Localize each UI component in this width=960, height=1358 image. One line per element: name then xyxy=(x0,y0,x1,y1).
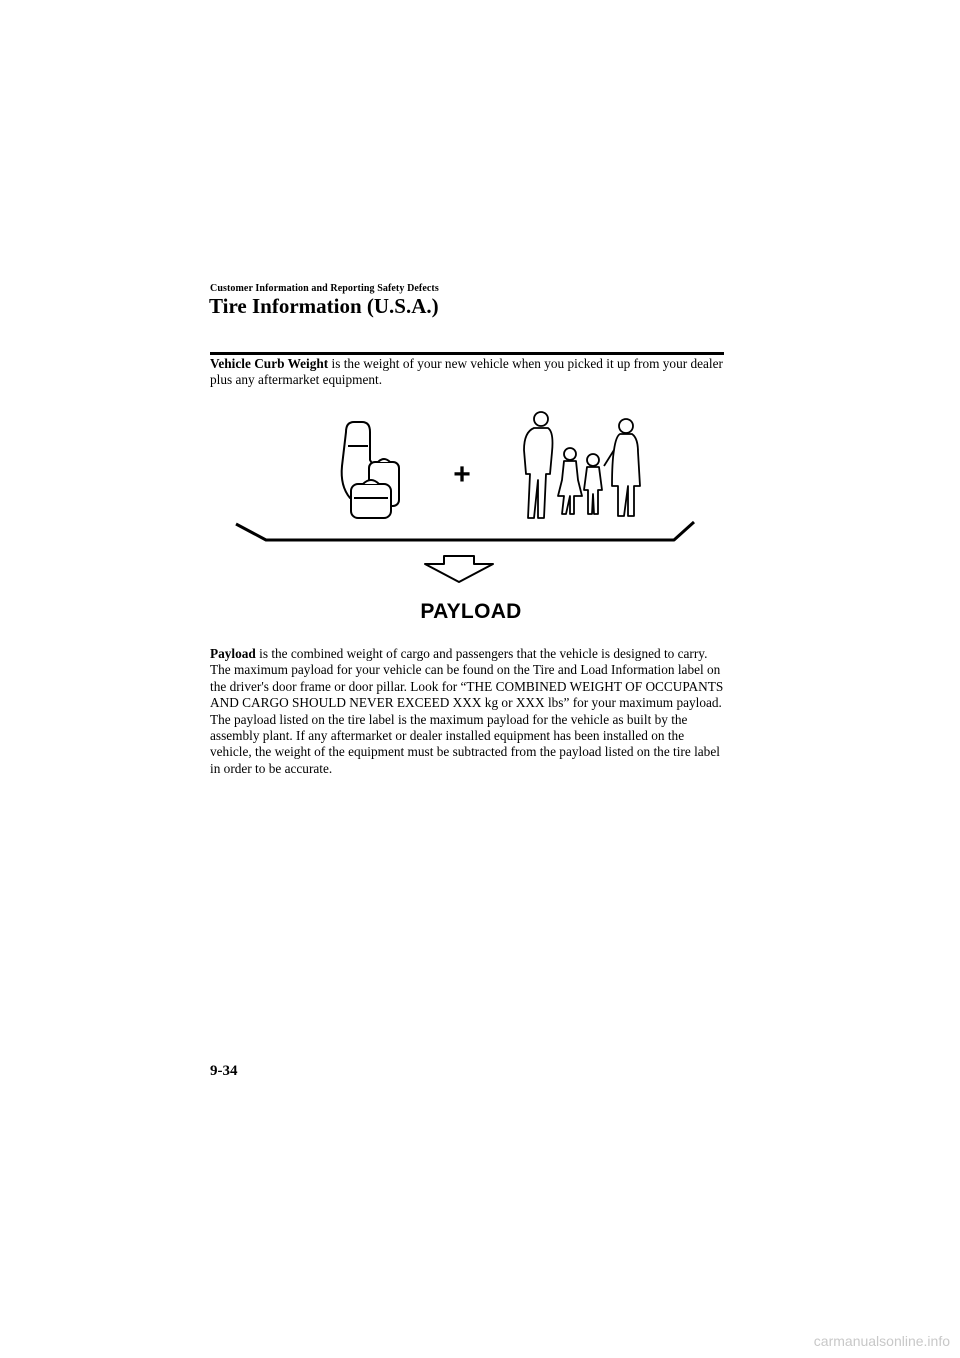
curb-weight-text: is the weight of your new vehicle when you picked it up from your dealer plus any aftermarket equipment. xyxy=(210,356,723,388)
curb-weight-paragraph xyxy=(210,356,726,389)
payload-text: is the combined weight of cargo and passengers that the vehicle is designed to carry. The maximum payload for your vehicle can be found on the Tire and Load Information label on the driver's door frame or door pillar. Look for “THE COMBINED WEIGHT OF OCCUPANTS AND CARGO SHOULD NEVER EXCEED XXX kg or XXX lbs” for your maximum payload. The payload listed on the tire label is the maximum payload for the vehicle as built by the assembly plant. If any aftermarket or dealer installed equipment has been installed on the vehicle, the weight of the equipment must be subtracted from the payload listed on the tire label in order to be accurate. xyxy=(210,646,724,776)
title-rule xyxy=(210,352,724,355)
section-label: Customer Information and Reporting Safety Defects xyxy=(210,283,439,294)
payload-figure xyxy=(228,402,708,632)
payload-label: PAYLOAD xyxy=(420,600,522,623)
payload-paragraph xyxy=(210,646,726,777)
plus-sign: + xyxy=(453,458,471,491)
page-title: Tire Information (U.S.A.) xyxy=(209,294,439,318)
page-number: 9-34 xyxy=(210,1063,238,1079)
watermark: carmanualsonline.info xyxy=(813,1333,950,1349)
payload-term: Payload xyxy=(210,646,256,661)
payload-bracket xyxy=(236,522,694,540)
curb-weight-term: Vehicle Curb Weight xyxy=(210,356,329,371)
family-icon xyxy=(524,412,640,518)
down-arrow-icon xyxy=(425,556,493,582)
luggage-icon xyxy=(342,422,399,518)
